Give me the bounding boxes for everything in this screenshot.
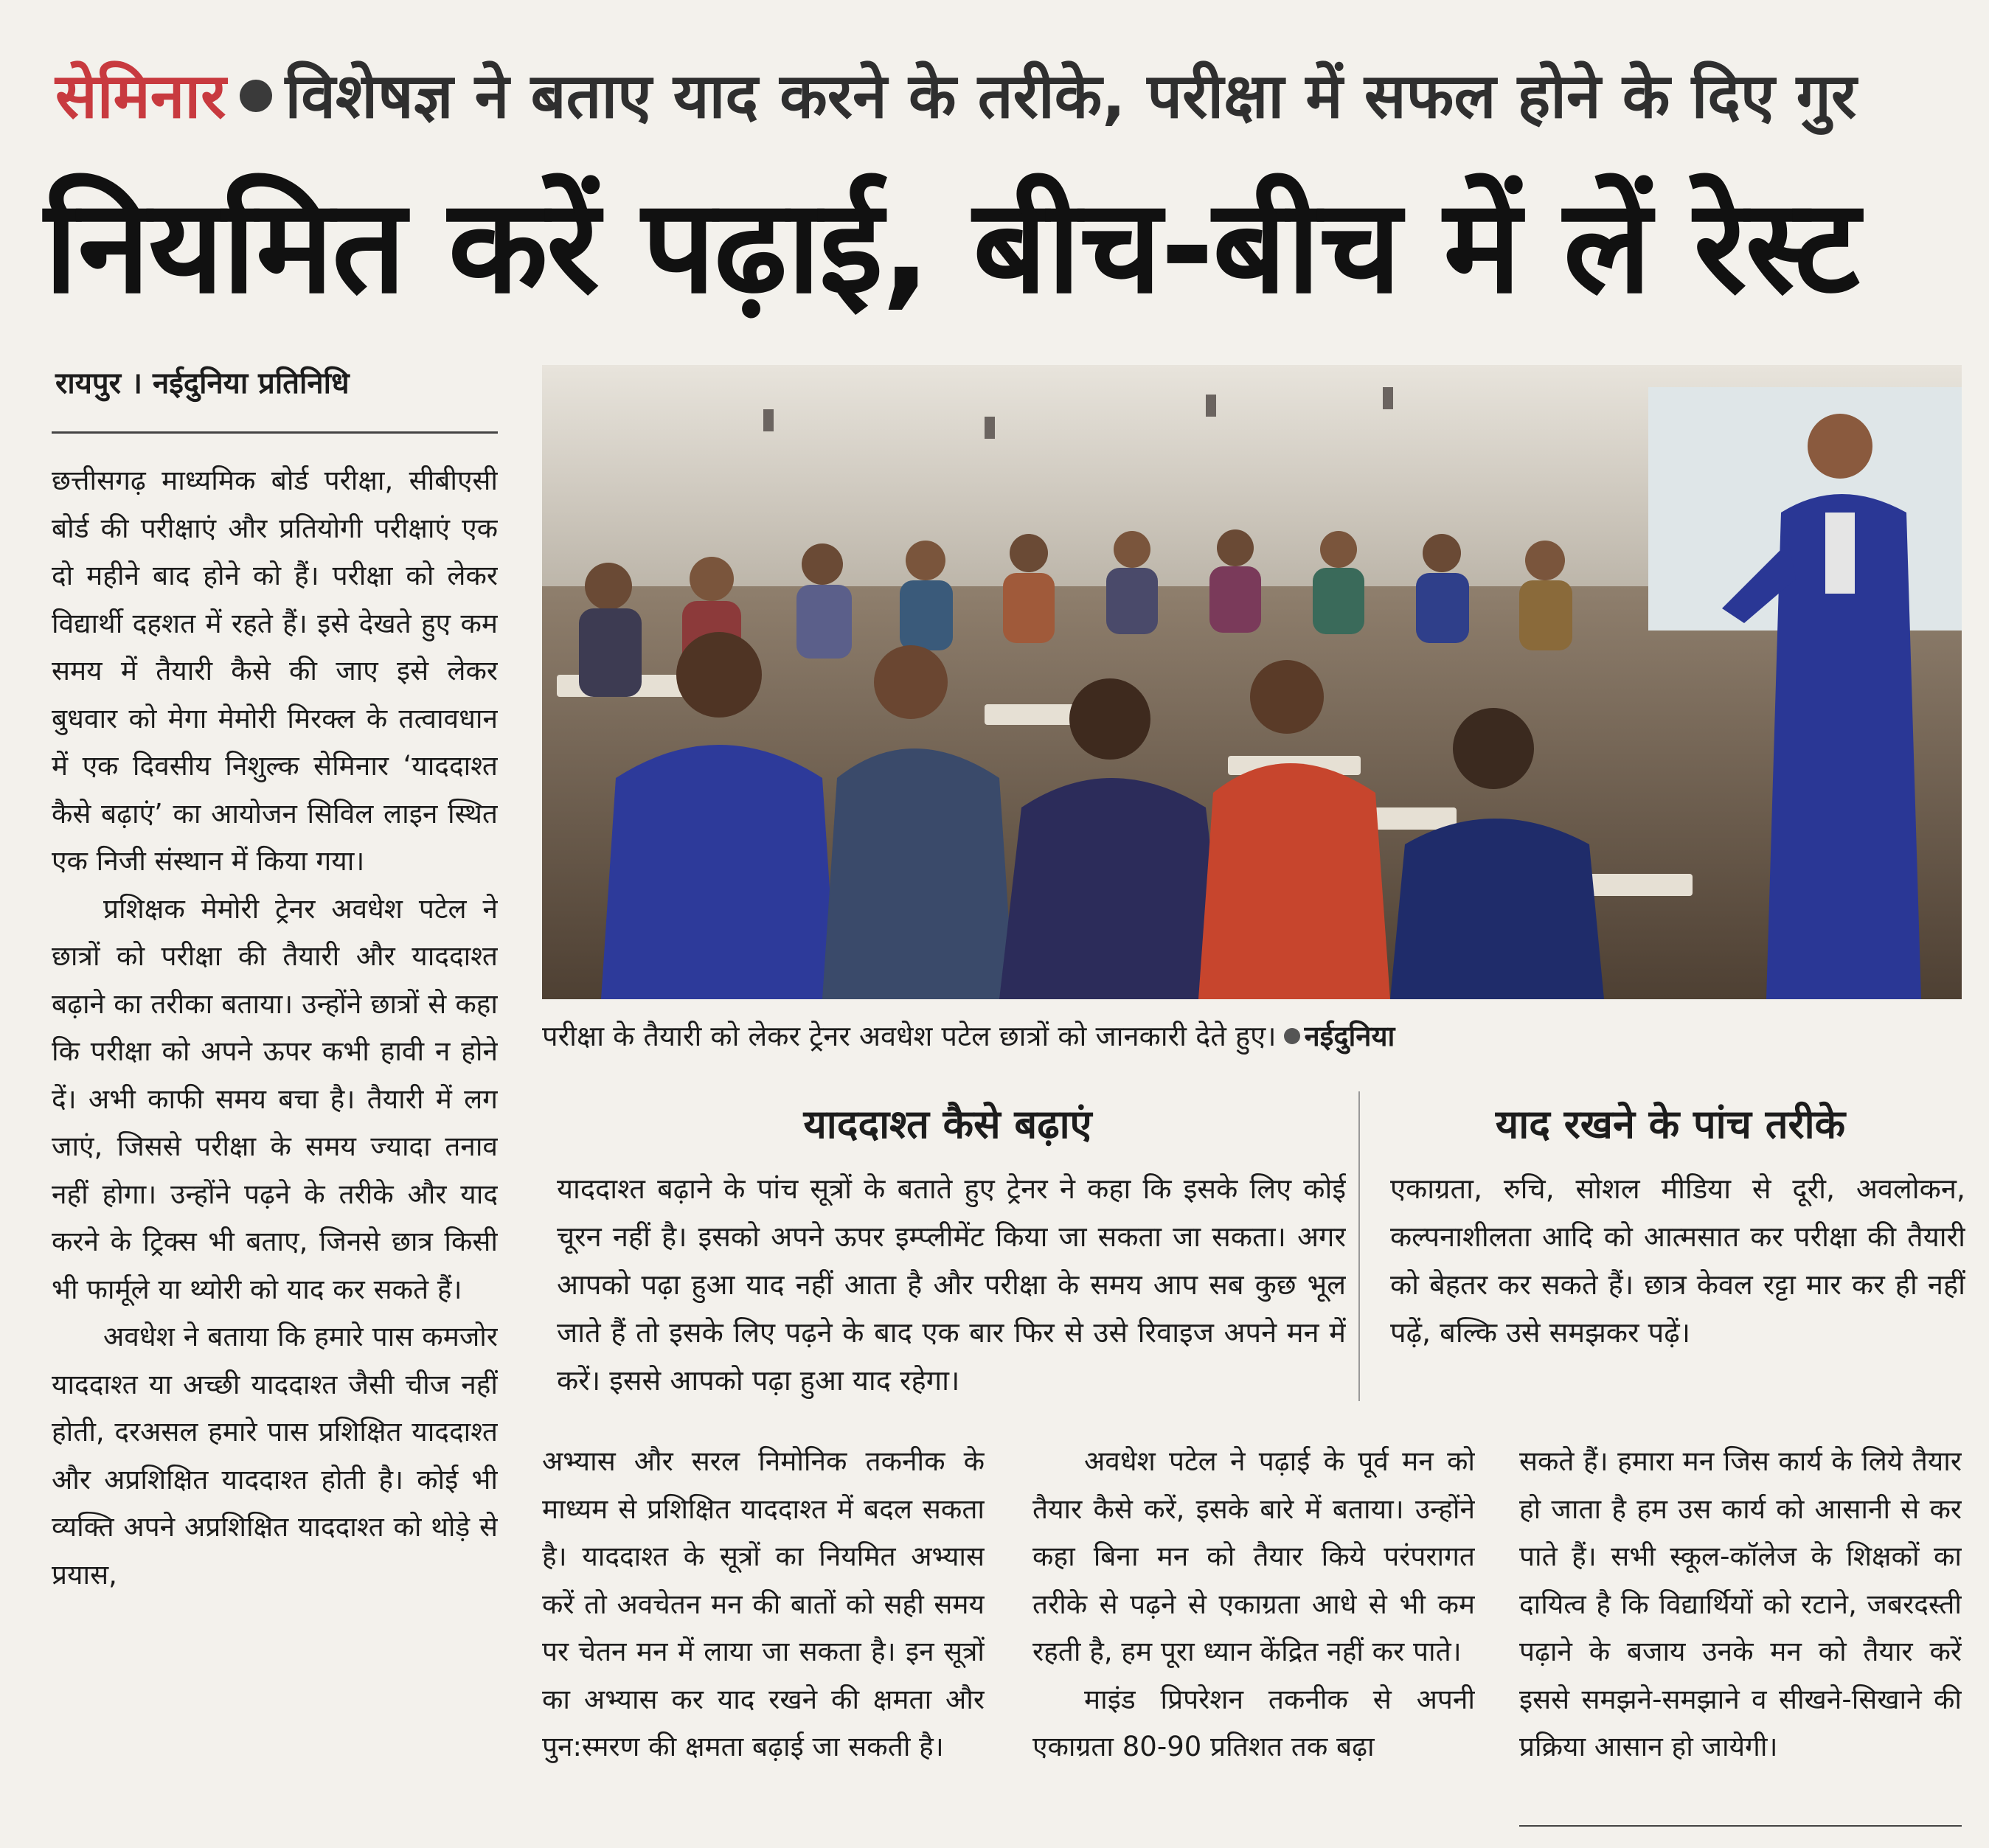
- bullet-dot-icon: [1284, 1028, 1300, 1044]
- bullet-dot-icon: [240, 80, 272, 112]
- article-column-2: [542, 1438, 985, 1807]
- headline: नियमित करें पढ़ाई, बीच-बीच में लें रेस्ट: [44, 171, 1858, 322]
- body-paragraph: प्रशिक्षक मेमोरी ट्रेनर अवधेश पटेल ने छात्रों को परीक्षा की तैयारी और याददाश्त बढ़ाने का तरीका बताया। उन्होंने छात्रों से कहा कि परीक्षा को अपने ऊपर कभी हावी न होने दें। अभी काफी समय बचा है। तैयारी में लग जाएं, जिससे परीक्षा के समय ज्यादा तनाव नहीं होगा। उन्होंने पढ़ने के तरीके और याद करने के ट्रिक्स भी बताए, जिनसे छात्र किसी भी फार्मूले या थ्योरी को याद कर सकते हैं।: [52, 892, 498, 1305]
- article-column-1: [52, 457, 498, 1807]
- article-column-4: [1519, 1438, 1962, 1807]
- photo-caption: [542, 1010, 1962, 1062]
- sidebar-text-memory: याददाश्त बढ़ाने के पांच सूत्रों के बताते हुए ट्रेनर ने कहा कि इसके लिए कोई चूरन नहीं है। इसको अपने ऊपर इम्प्लीमेंट किया जा सकता जा सकता। अगर आपको पढ़ा हुआ याद नहीं आता है और परीक्षा के समय आप सब कुछ भूल जाते हैं तो इसके लिए पढ़ने के बाद एक बार फिर से उसे रिवाइज अपने मन में करें। इससे आपको पढ़ा हुआ याद रहेगा।: [557, 1173, 1346, 1397]
- bottom-rule: [1519, 1825, 1962, 1827]
- dateline: रायपुर । नईदुनिया प्रतिनिधि: [55, 367, 350, 400]
- body-paragraph: छत्तीसगढ़ माध्यमिक बोर्ड परीक्षा, सीबीएसी बोर्ड की परीक्षाएं और प्रतियोगी परीक्षाएं एक दो महीने बाद होने को हैं। परीक्षा को लेकर विद्यार्थी दहशत में रहते हैं। इसे देखते हुए कम समय में तैयारी कैसे की जाए इसे लेकर बुधवार को मेगा मेमोरी मिरक्ल के तत्वावधान में एक दिवसीय निशुल्क सेमिनार ‘याददाश्त कैसे बढ़ाएं’ का आयोजन सिविल लाइन स्थित एक निजी संस्थान में किया गया।: [52, 465, 498, 877]
- sidebar-title-memory: याददाश्त कैसे बढ़ाएं: [803, 1101, 1092, 1147]
- seminar-photo: [542, 365, 1962, 999]
- subheadline: विशेषज्ञ ने बताए याद करने के तरीके, परीक्षा में सफल होने के दिए गुर: [285, 60, 1857, 132]
- classroom-photo-illustration: [542, 365, 1962, 999]
- photo-credit: नईदुनिया: [1304, 1020, 1395, 1052]
- article-column-3: [1032, 1438, 1475, 1807]
- body-paragraph: अवधेश ने बताया कि हमारे पास कमजोर याददाश्त या अच्छी याददाश्त जैसी चीज नहीं होती, दरअसल हमारे पास प्रशिक्षित याददाश्त और अप्रशिक्षित याददाश्त होती है। कोई भी व्यक्ति अपने अप्रशिक्षित याददाश्त को थोड़े से प्रयास,: [52, 1321, 498, 1591]
- dateline-rule: [52, 431, 498, 434]
- column-divider: [1358, 1091, 1360, 1401]
- body-paragraph: माइंड प्रिपरेशन तकनीक से अपनी एकाग्रता 80-90 प्रतिशत तक बढ़ा: [1032, 1683, 1475, 1762]
- section-tag: सेमिनार: [55, 60, 226, 132]
- caption-text: परीक्षा के तैयारी को लेकर ट्रेनर अवधेश पटेल छात्रों को जानकारी देते हुए।: [542, 1020, 1277, 1052]
- body-paragraph: अवधेश पटेल ने पढ़ाई के पूर्व मन को तैयार कैसे करें, इसके बारे में बताया। उन्होंने कहा बिना मन को तैयार किये परंपरागत तरीके से पढ़ने से एकाग्रता आधे से भी कम रहती है, हम पूरा ध्यान केंद्रित नहीं कर पाते।: [1032, 1445, 1475, 1667]
- sidebar-text-five-ways: एकाग्रता, रुचि, सोशल मीडिया से दूरी, अवलोकन, कल्पनाशीलता आदि को आत्मसात कर परीक्षा की तैयारी को बेहतर कर सकते हैं। छात्र केवल रट्टा मार कर ही नहीं पढ़ें, बल्कि उसे समझकर पढ़ें।: [1390, 1173, 1965, 1349]
- sidebar-title-five-ways: याद रखने के पांच तरीके: [1495, 1101, 1846, 1147]
- body-paragraph: अभ्यास और सरल निमोनिक तकनीक के माध्यम से प्रशिक्षित याददाश्त में बदल सकता है। याददाश्त के सूत्रों का नियमित अभ्यास करें तो अवचेतन मन की बातों को सही समय पर चेतन मन में लाया जा सकता है। इन सूत्रों का अभ्यास कर याद रखने की क्षमता और पुन:स्मरण की क्षमता बढ़ाई जा सकती है।: [542, 1445, 985, 1762]
- body-paragraph: सकते हैं। हमारा मन जिस कार्य के लिये तैयार हो जाता है हम उस कार्य को आसानी से कर पाते हैं। सभी स्कूल-कॉलेज के शिक्षकों का दायित्व है कि विद्यार्थियों को रटाने, जबरदस्ती पढ़ाने के बजाय उनके मन को तैयार करें इससे समझने-समझाने व सीखने-सिखाने की प्रक्रिया आसान हो जायेगी।: [1519, 1445, 1962, 1762]
- kicker-line: [55, 52, 1943, 140]
